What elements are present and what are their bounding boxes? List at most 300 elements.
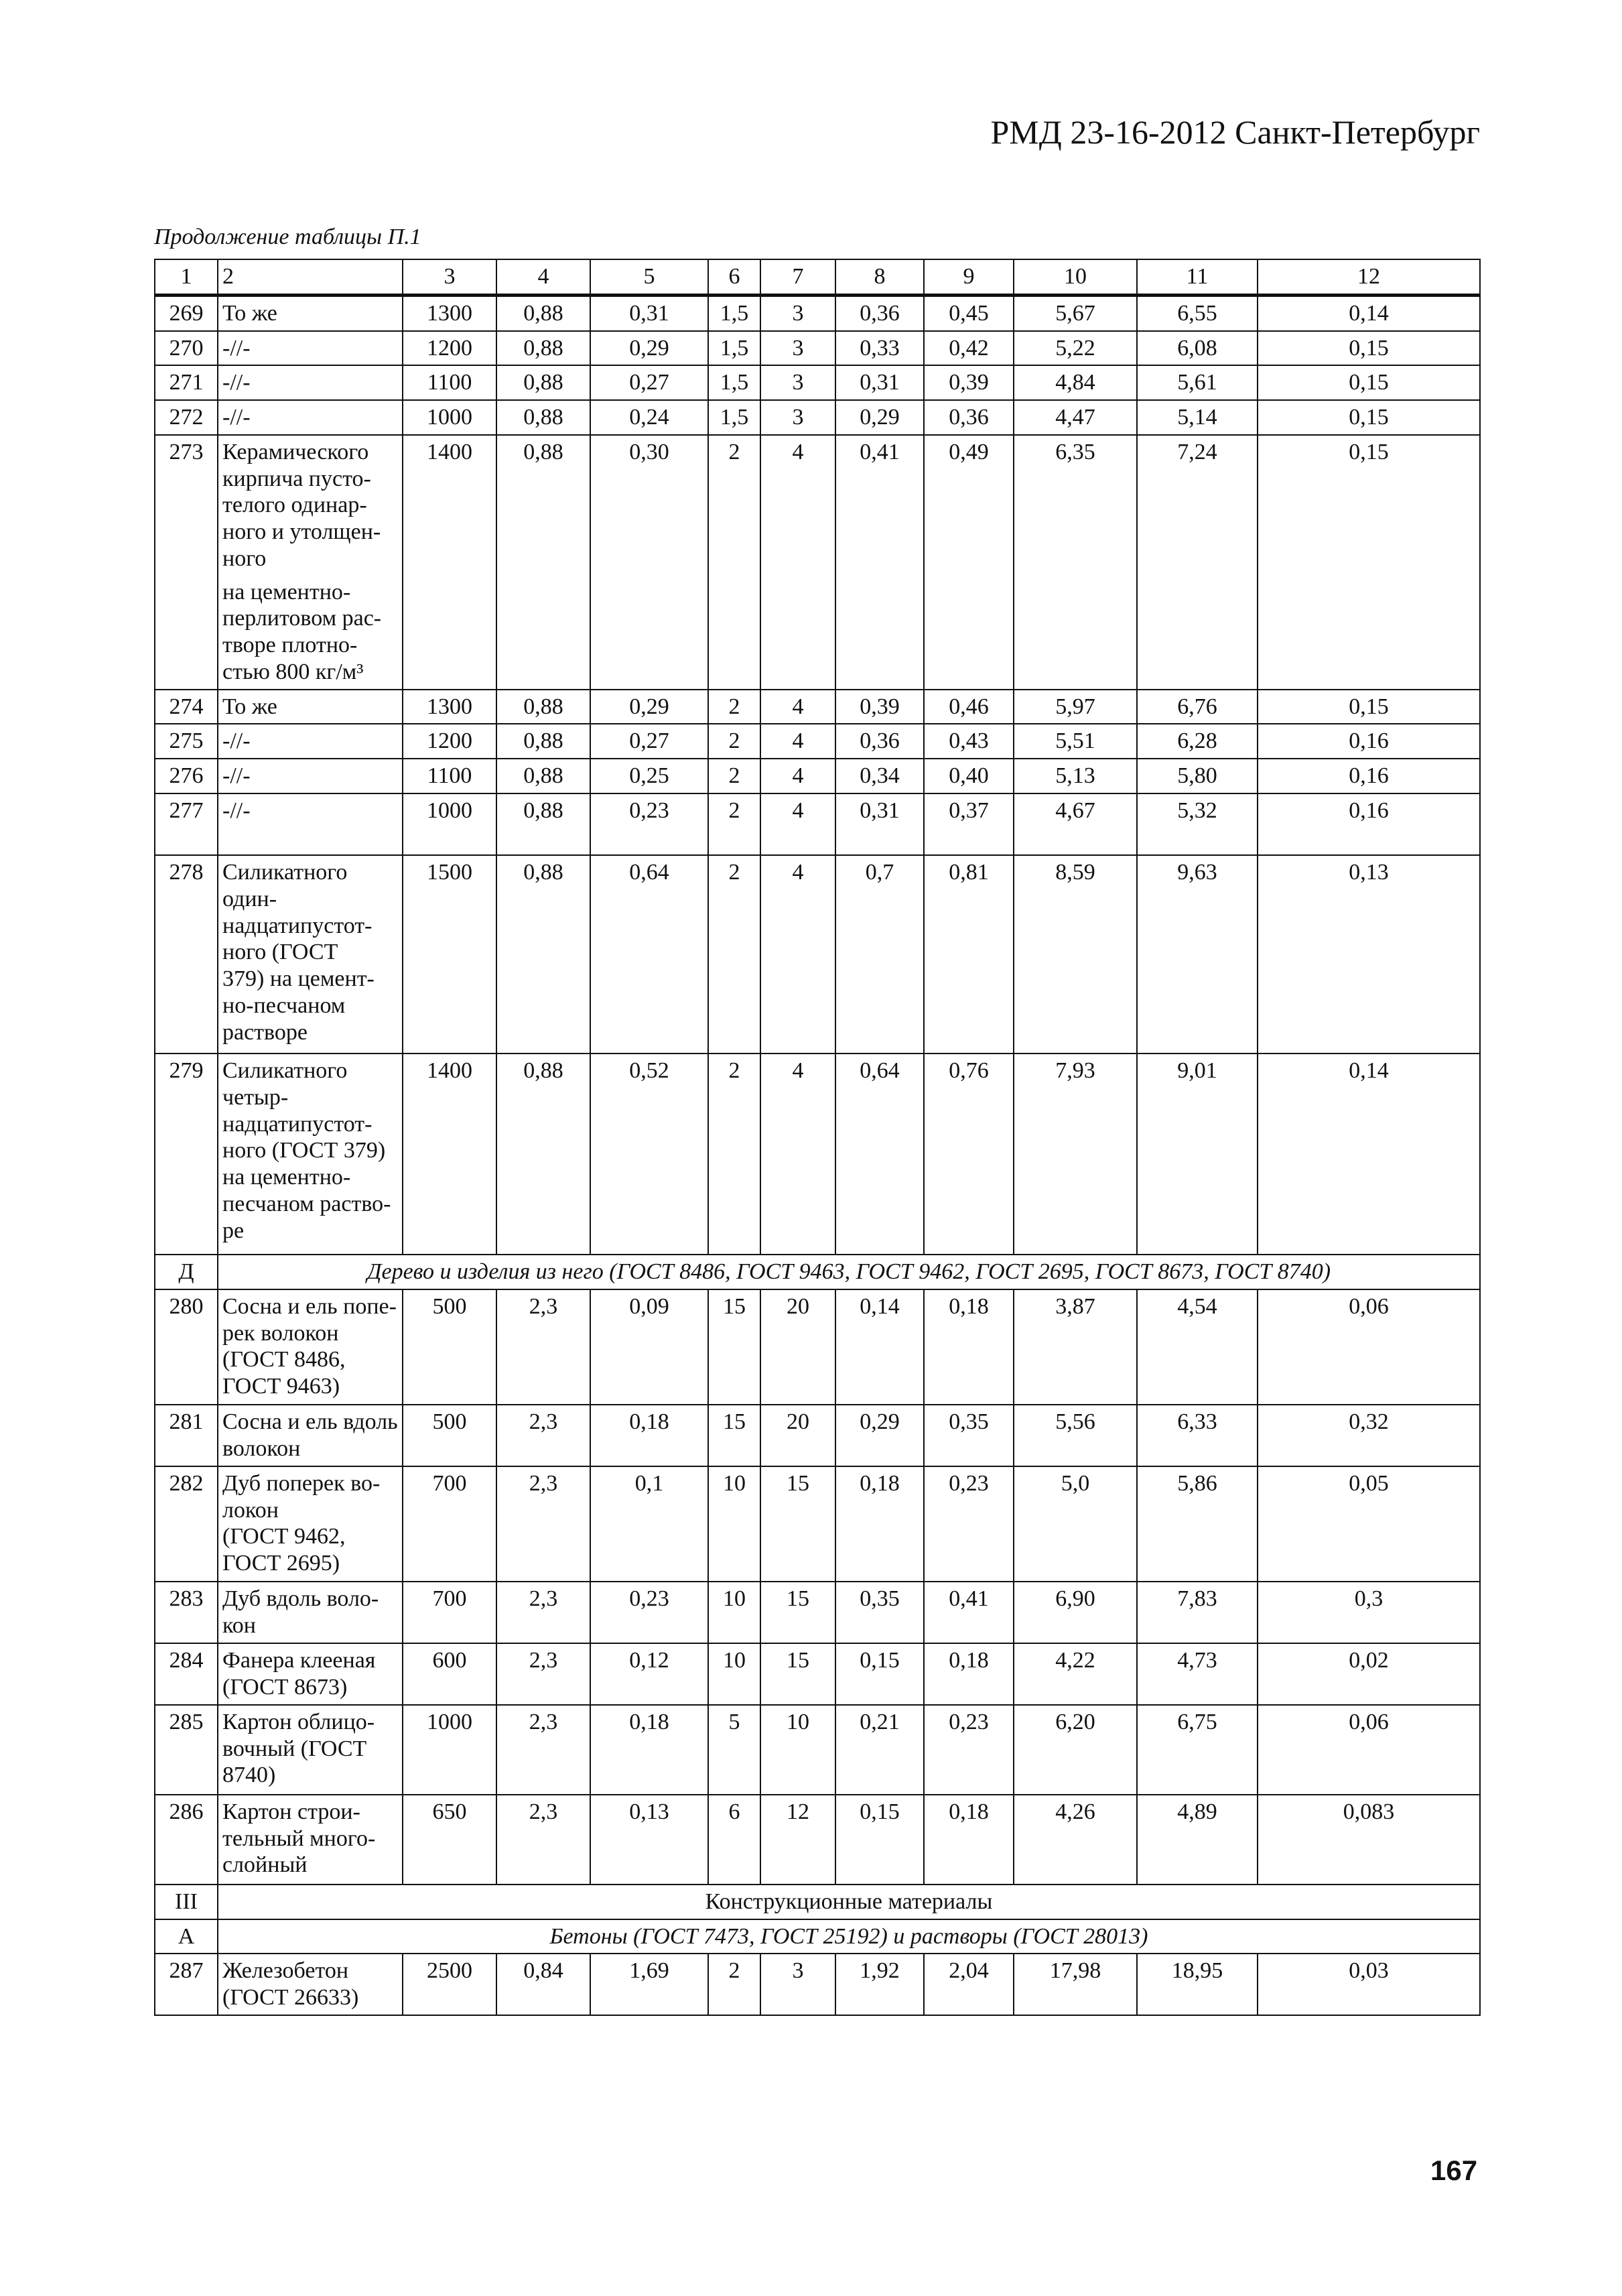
value-cell: 0,33	[835, 331, 924, 366]
value-cell: 0,15	[1258, 331, 1480, 366]
value-cell: 0,27	[590, 724, 708, 759]
table-row	[155, 1289, 1480, 1405]
table-row	[155, 1054, 1480, 1255]
material-name	[218, 365, 403, 400]
value-cell: 0,40	[924, 759, 1014, 793]
value-cell: 15	[760, 1643, 835, 1705]
material-name-line: ГОСТ 9463)	[222, 1374, 340, 1399]
material-name-line: один-	[222, 886, 277, 911]
value-cell: 0,36	[835, 724, 924, 759]
value-cell: 1100	[403, 759, 496, 793]
value-cell: 4	[760, 435, 835, 690]
material-name	[218, 295, 403, 330]
value-cell: 0,18	[590, 1705, 708, 1795]
value-cell: 0,23	[924, 1705, 1014, 1795]
value-cell: 1,69	[590, 1954, 708, 2015]
value-cell: 3	[760, 295, 835, 330]
value-cell: 4	[760, 855, 835, 1054]
material-name	[218, 400, 403, 435]
section-code: III	[155, 1885, 218, 1919]
value-cell: 1400	[403, 435, 496, 690]
value-cell: 0,30	[590, 435, 708, 690]
row-number: 272	[155, 400, 218, 435]
material-name-line: ного (ГОСТ 379)	[222, 1138, 386, 1163]
value-cell: 0,23	[924, 1466, 1014, 1582]
value-cell: 1000	[403, 400, 496, 435]
column-header: 4	[496, 259, 590, 295]
value-cell: 2	[708, 1954, 760, 2015]
value-cell: 5,14	[1137, 400, 1258, 435]
material-name-line: кирпича пусто-	[222, 466, 371, 491]
material-name-line: (ГОСТ 8673)	[222, 1674, 348, 1700]
table-row	[155, 759, 1480, 793]
value-cell: 15	[708, 1405, 760, 1466]
value-cell: 0,31	[835, 365, 924, 400]
value-cell: 2,3	[496, 1643, 590, 1705]
value-cell: 0,25	[590, 759, 708, 793]
value-cell: 3	[760, 400, 835, 435]
value-cell: 1,5	[708, 295, 760, 330]
value-cell: 4,84	[1014, 365, 1137, 400]
material-name-line: -//-	[222, 405, 251, 430]
value-cell: 0,12	[590, 1643, 708, 1705]
value-cell: 4	[760, 724, 835, 759]
value-cell: 0,15	[1258, 435, 1480, 690]
value-cell: 0,41	[835, 435, 924, 690]
value-cell: 2,3	[496, 1289, 590, 1405]
value-cell: 3	[760, 331, 835, 366]
value-cell: 0,35	[835, 1582, 924, 1643]
table-row	[155, 1582, 1480, 1643]
material-name-line: но-песчаном	[222, 993, 346, 1018]
value-cell: 0,14	[835, 1289, 924, 1405]
value-cell: 0,76	[924, 1054, 1014, 1255]
material-name-line: ГОСТ 2695)	[222, 1551, 340, 1576]
value-cell: 15	[760, 1466, 835, 1582]
value-cell: 0,3	[1258, 1582, 1480, 1643]
table-row	[155, 1405, 1480, 1466]
value-cell: 0,15	[835, 1795, 924, 1885]
row-number: 277	[155, 793, 218, 855]
value-cell: 2	[708, 724, 760, 759]
material-name-line: -//-	[222, 728, 251, 754]
value-cell: 2	[708, 759, 760, 793]
value-cell: 0,02	[1258, 1643, 1480, 1705]
value-cell: 4,67	[1014, 793, 1137, 855]
value-cell: 6,35	[1014, 435, 1137, 690]
value-cell: 9,63	[1137, 855, 1258, 1054]
column-header: 9	[924, 259, 1014, 295]
value-cell: 1,5	[708, 331, 760, 366]
value-cell: 0,84	[496, 1954, 590, 2015]
material-name-line: -//-	[222, 370, 251, 395]
section-row	[155, 1255, 1480, 1289]
material-name	[218, 724, 403, 759]
material-name-line: Дуб поперек во-	[222, 1470, 381, 1496]
material-name-line: 8740)	[222, 1763, 276, 1788]
table-row	[155, 1954, 1480, 2015]
value-cell: 4,26	[1014, 1795, 1137, 1885]
value-cell: 0,7	[835, 855, 924, 1054]
material-name	[218, 1405, 403, 1466]
value-cell: 0,24	[590, 400, 708, 435]
material-name-line: То же	[222, 694, 277, 719]
table-row	[155, 1643, 1480, 1705]
value-cell: 9,01	[1137, 1054, 1258, 1255]
value-cell: 0,32	[1258, 1405, 1480, 1466]
row-number: 276	[155, 759, 218, 793]
value-cell: 0,16	[1258, 759, 1480, 793]
value-cell: 0,18	[924, 1643, 1014, 1705]
column-header: 2	[218, 259, 403, 295]
column-header: 12	[1258, 259, 1480, 295]
table-row	[155, 435, 1480, 690]
material-name-line: (ГОСТ 8486,	[222, 1347, 346, 1373]
material-name-line: волокон	[222, 1436, 301, 1461]
value-cell: 0,15	[1258, 690, 1480, 724]
column-header: 8	[835, 259, 924, 295]
material-name-line: Картон облицо-	[222, 1709, 375, 1734]
value-cell: 0,27	[590, 365, 708, 400]
value-cell: 0,88	[496, 724, 590, 759]
value-cell: 0,16	[1258, 724, 1480, 759]
value-cell: 17,98	[1014, 1954, 1137, 2015]
value-cell: 10	[760, 1705, 835, 1795]
value-cell: 1,5	[708, 365, 760, 400]
value-cell: 6,55	[1137, 295, 1258, 330]
value-cell: 600	[403, 1643, 496, 1705]
material-name-line: локон	[222, 1497, 279, 1523]
value-cell: 0,1	[590, 1466, 708, 1582]
value-cell: 700	[403, 1466, 496, 1582]
row-number: 275	[155, 724, 218, 759]
section-title: Конструкционные материалы	[218, 1885, 1480, 1919]
value-cell: 7,83	[1137, 1582, 1258, 1643]
value-cell: 6	[708, 1795, 760, 1885]
row-number: 285	[155, 1705, 218, 1795]
table-row	[155, 1705, 1480, 1795]
value-cell: 0,29	[590, 331, 708, 366]
row-number: 278	[155, 855, 218, 1054]
material-name-line: ного	[222, 546, 267, 571]
value-cell: 20	[760, 1405, 835, 1466]
material-name-line: творе плотно-	[222, 633, 358, 658]
material-name-line: песчаном раство-	[222, 1191, 391, 1216]
value-cell: 500	[403, 1405, 496, 1466]
value-cell: 5,13	[1014, 759, 1137, 793]
material-name-line: четыр-	[222, 1084, 289, 1110]
material-name-line: слойный	[222, 1852, 308, 1878]
value-cell: 2,3	[496, 1405, 590, 1466]
column-header: 11	[1137, 259, 1258, 295]
table-row	[155, 1795, 1480, 1885]
page-number: 167	[1430, 2155, 1478, 2186]
value-cell: 6,75	[1137, 1705, 1258, 1795]
value-cell: 4	[760, 793, 835, 855]
value-cell: 0,23	[590, 1582, 708, 1643]
value-cell: 1500	[403, 855, 496, 1054]
value-cell: 4	[760, 690, 835, 724]
material-name	[218, 435, 403, 690]
row-number: 279	[155, 1054, 218, 1255]
value-cell: 0,06	[1258, 1705, 1480, 1795]
material-name-line: 379) на цемент-	[222, 966, 375, 992]
value-cell: 1000	[403, 1705, 496, 1795]
value-cell: 15	[760, 1582, 835, 1643]
material-name-line: Железобетон	[222, 1958, 349, 1984]
value-cell: 18,95	[1137, 1954, 1258, 2015]
table-row	[155, 855, 1480, 1054]
value-cell: 0,88	[496, 331, 590, 366]
value-cell: 6,08	[1137, 331, 1258, 366]
value-cell: 0,88	[496, 400, 590, 435]
value-cell: 0,18	[835, 1466, 924, 1582]
value-cell: 2	[708, 435, 760, 690]
value-cell: 0,34	[835, 759, 924, 793]
value-cell: 20	[760, 1289, 835, 1405]
value-cell: 15	[708, 1289, 760, 1405]
value-cell: 2	[708, 1054, 760, 1255]
value-cell: 3	[760, 1954, 835, 2015]
value-cell: 12	[760, 1795, 835, 1885]
material-name-line: кон	[222, 1612, 256, 1638]
value-cell: 0,21	[835, 1705, 924, 1795]
table-row	[155, 400, 1480, 435]
material-name	[218, 1289, 403, 1405]
value-cell: 1,5	[708, 400, 760, 435]
document-header: РМД 23-16-2012 Санкт-Петербург	[990, 113, 1480, 151]
value-cell: 7,24	[1137, 435, 1258, 690]
material-name-line: -//-	[222, 335, 251, 361]
table-row	[155, 690, 1480, 724]
value-cell: 5,0	[1014, 1466, 1137, 1582]
material-name-line: Силикатного	[222, 860, 348, 885]
value-cell: 0,06	[1258, 1289, 1480, 1405]
value-cell: 6,20	[1014, 1705, 1137, 1795]
column-header: 10	[1014, 259, 1137, 295]
value-cell: 0,64	[835, 1054, 924, 1255]
value-cell: 3,87	[1014, 1289, 1137, 1405]
value-cell: 0,18	[924, 1795, 1014, 1885]
value-cell: 0,43	[924, 724, 1014, 759]
row-number: 282	[155, 1466, 218, 1582]
material-name	[218, 1643, 403, 1705]
value-cell: 4,54	[1137, 1289, 1258, 1405]
value-cell: 0,45	[924, 295, 1014, 330]
section-code: Д	[155, 1255, 218, 1289]
material-name-line: тельный много-	[222, 1826, 376, 1851]
table-caption: Продолжение таблицы П.1	[154, 225, 421, 249]
row-number: 274	[155, 690, 218, 724]
material-name-line: Сосна и ель вдоль	[222, 1409, 398, 1434]
column-header: 7	[760, 259, 835, 295]
value-cell: 0,88	[496, 435, 590, 690]
value-cell: 0,88	[496, 793, 590, 855]
material-name-line: Дуб вдоль воло-	[222, 1586, 379, 1611]
table-row	[155, 793, 1480, 855]
material-name-line: (ГОСТ 26633)	[222, 1985, 359, 2011]
value-cell: 4,73	[1137, 1643, 1258, 1705]
material-name-line: надцатипустот-	[222, 913, 373, 938]
value-cell: 0,15	[1258, 365, 1480, 400]
material-name-line: телого одинар-	[222, 493, 367, 518]
value-cell: 2500	[403, 1954, 496, 2015]
value-cell: 0,39	[835, 690, 924, 724]
value-cell: 2,3	[496, 1582, 590, 1643]
material-name	[218, 793, 403, 855]
row-number: 273	[155, 435, 218, 690]
material-name-line: -//-	[222, 763, 251, 789]
value-cell: 2	[708, 793, 760, 855]
value-cell: 4	[760, 1054, 835, 1255]
value-cell: 0,41	[924, 1582, 1014, 1643]
material-name-line: стью 800 кг/м³	[222, 659, 364, 684]
value-cell: 0,88	[496, 690, 590, 724]
value-cell: 0,36	[835, 295, 924, 330]
value-cell: 5	[708, 1705, 760, 1795]
value-cell: 0,88	[496, 855, 590, 1054]
material-name-line: ного (ГОСТ	[222, 940, 338, 965]
value-cell: 500	[403, 1289, 496, 1405]
value-cell: 650	[403, 1795, 496, 1885]
value-cell: 5,32	[1137, 793, 1258, 855]
value-cell: 0,39	[924, 365, 1014, 400]
value-cell: 1300	[403, 295, 496, 330]
value-cell: 2	[708, 855, 760, 1054]
row-number: 283	[155, 1582, 218, 1643]
value-cell: 0,35	[924, 1405, 1014, 1466]
value-cell: 0,14	[1258, 1054, 1480, 1255]
table-row	[155, 724, 1480, 759]
table-row	[155, 295, 1480, 330]
section-row	[155, 1919, 1480, 1954]
value-cell: 2,04	[924, 1954, 1014, 2015]
material-name	[218, 1466, 403, 1582]
material-name	[218, 1705, 403, 1795]
row-number: 281	[155, 1405, 218, 1466]
material-name	[218, 855, 403, 1054]
value-cell: 0,09	[590, 1289, 708, 1405]
material-name-line: То же	[222, 300, 277, 326]
material-name-line: на цементно-	[222, 579, 351, 604]
material-name-line: ре	[222, 1218, 245, 1243]
material-name	[218, 1795, 403, 1885]
material-name-line: (ГОСТ 9462,	[222, 1524, 346, 1549]
material-name-line: Керамического	[222, 439, 369, 464]
row-number: 269	[155, 295, 218, 330]
row-number: 270	[155, 331, 218, 366]
value-cell: 7,93	[1014, 1054, 1137, 1255]
value-cell: 0,05	[1258, 1466, 1480, 1582]
column-header: 1	[155, 259, 218, 295]
value-cell: 10	[708, 1466, 760, 1582]
material-name-line: на цементно-	[222, 1165, 351, 1190]
value-cell: 8,59	[1014, 855, 1137, 1054]
value-cell: 0,16	[1258, 793, 1480, 855]
value-cell: 0,88	[496, 365, 590, 400]
material-name-line: Сосна и ель попе-	[222, 1293, 397, 1319]
value-cell: 0,29	[835, 1405, 924, 1466]
section-code: А	[155, 1919, 218, 1954]
value-cell: 10	[708, 1643, 760, 1705]
value-cell: 0,29	[590, 690, 708, 724]
value-cell: 0,13	[1258, 855, 1480, 1054]
value-cell: 10	[708, 1582, 760, 1643]
data-table	[154, 259, 1481, 2016]
material-name-line: Силикатного	[222, 1058, 348, 1084]
section-title: Бетоны (ГОСТ 7473, ГОСТ 25192) и растворы (ГОСТ 28013)	[218, 1919, 1480, 1954]
value-cell: 5,56	[1014, 1405, 1137, 1466]
table-row	[155, 331, 1480, 366]
value-cell: 0,31	[835, 793, 924, 855]
value-cell: 0,15	[835, 1643, 924, 1705]
material-name-line: вочный (ГОСТ	[222, 1736, 367, 1761]
value-cell: 2,3	[496, 1466, 590, 1582]
value-cell: 0,37	[924, 793, 1014, 855]
value-cell: 5,86	[1137, 1466, 1258, 1582]
value-cell: 5,22	[1014, 331, 1137, 366]
column-header: 3	[403, 259, 496, 295]
value-cell: 3	[760, 365, 835, 400]
column-header: 6	[708, 259, 760, 295]
material-name-line: надцатипустот-	[222, 1111, 373, 1137]
value-cell: 0,13	[590, 1795, 708, 1885]
value-cell: 0,03	[1258, 1954, 1480, 2015]
value-cell: 2,3	[496, 1795, 590, 1885]
material-name	[218, 690, 403, 724]
value-cell: 6,33	[1137, 1405, 1258, 1466]
value-cell: 0,18	[590, 1405, 708, 1466]
value-cell: 0,49	[924, 435, 1014, 690]
material-name	[218, 1954, 403, 2015]
column-header: 5	[590, 259, 708, 295]
value-cell: 0,14	[1258, 295, 1480, 330]
material-name-line: -//-	[222, 798, 251, 824]
row-number: 286	[155, 1795, 218, 1885]
value-cell: 5,97	[1014, 690, 1137, 724]
material-name-line: ного и утолщен-	[222, 519, 381, 545]
row-number: 280	[155, 1289, 218, 1405]
value-cell: 1000	[403, 793, 496, 855]
material-name-line: Картон строи-	[222, 1799, 360, 1824]
value-cell: 0,52	[590, 1054, 708, 1255]
material-name-line: Фанера клееная	[222, 1647, 376, 1673]
value-cell: 0,42	[924, 331, 1014, 366]
value-cell: 1100	[403, 365, 496, 400]
value-cell: 6,90	[1014, 1582, 1137, 1643]
material-name-line: перлитовом рас-	[222, 606, 382, 631]
section-title: Дерево и изделия из него (ГОСТ 8486, ГОСТ 9463, ГОСТ 9462, ГОСТ 2695, ГОСТ 8673, ГОСТ 8740)	[218, 1255, 1480, 1289]
value-cell: 1300	[403, 690, 496, 724]
value-cell: 5,61	[1137, 365, 1258, 400]
value-cell: 4,22	[1014, 1643, 1137, 1705]
value-cell: 0,15	[1258, 400, 1480, 435]
value-cell: 0,23	[590, 793, 708, 855]
material-name	[218, 331, 403, 366]
value-cell: 4,47	[1014, 400, 1137, 435]
table-header-row	[155, 259, 1480, 295]
value-cell: 5,67	[1014, 295, 1137, 330]
value-cell: 0,88	[496, 1054, 590, 1255]
value-cell: 0,31	[590, 295, 708, 330]
value-cell: 0,64	[590, 855, 708, 1054]
value-cell: 1200	[403, 331, 496, 366]
value-cell: 1400	[403, 1054, 496, 1255]
material-name	[218, 1054, 403, 1255]
value-cell: 0,18	[924, 1289, 1014, 1405]
value-cell: 0,29	[835, 400, 924, 435]
value-cell: 5,80	[1137, 759, 1258, 793]
